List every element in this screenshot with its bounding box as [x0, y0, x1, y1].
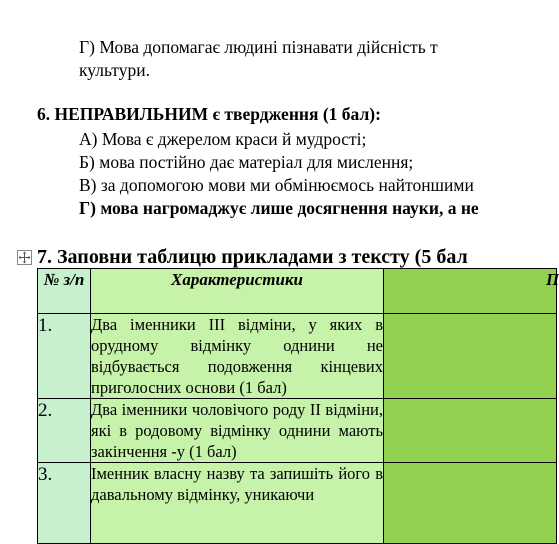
text-line-fragment-g: Г) Мова допомагає людині пізнавати дійсність т [79, 37, 438, 57]
table-row [38, 399, 557, 463]
question-6-option-b: Б) мова постійно дає матеріал для мислення; [79, 152, 414, 172]
row-number: 2. [38, 399, 91, 463]
row-characteristic: Два іменники чоловічого роду ІІ відміни, які в родовому відмінку однини мають закінчення -у (1 бал) [91, 400, 383, 461]
row-example-cell[interactable] [384, 463, 557, 544]
row-example-cell[interactable] [384, 399, 557, 463]
row-number: 1. [38, 314, 91, 399]
header-examples-label: П [546, 270, 559, 289]
row-characteristic: Два іменники ІІІ відміни, у яких в орудному відмінку однини не відбувається подовження кінцевих приголосних основи (1 бал) [91, 315, 383, 397]
question-6-title: 6. НЕПРАВИЛЬНИМ є твердження (1 бал): [37, 104, 381, 124]
examples-table [37, 268, 557, 544]
header-examples [384, 269, 557, 314]
question-6-option-g: Г) мова нагромаджує лише досягнення науки, а не [79, 198, 479, 218]
header-characteristics: Характеристики [91, 269, 384, 314]
table-row [38, 463, 557, 544]
question-6-option-v: В) за допомогою мови ми обмінюємось найтоншими [79, 175, 474, 195]
row-characteristic: Іменник власну назву та запишіть його в давальному відмінку, уникаючи [91, 463, 384, 544]
row-number: 3. [38, 463, 91, 544]
question-6-option-a: А) Мова є джерелом краси й мудрості; [79, 129, 367, 149]
table-header-row [38, 269, 557, 314]
table-move-handle-icon[interactable] [17, 250, 32, 265]
question-7-title: 7. Заповни таблицю прикладами з тексту (5 бал [37, 246, 468, 268]
header-number: № з/п [38, 269, 91, 314]
row-example-cell[interactable] [384, 314, 557, 399]
table-row [38, 314, 557, 399]
text-line-fragment-end: культури. [79, 60, 150, 80]
